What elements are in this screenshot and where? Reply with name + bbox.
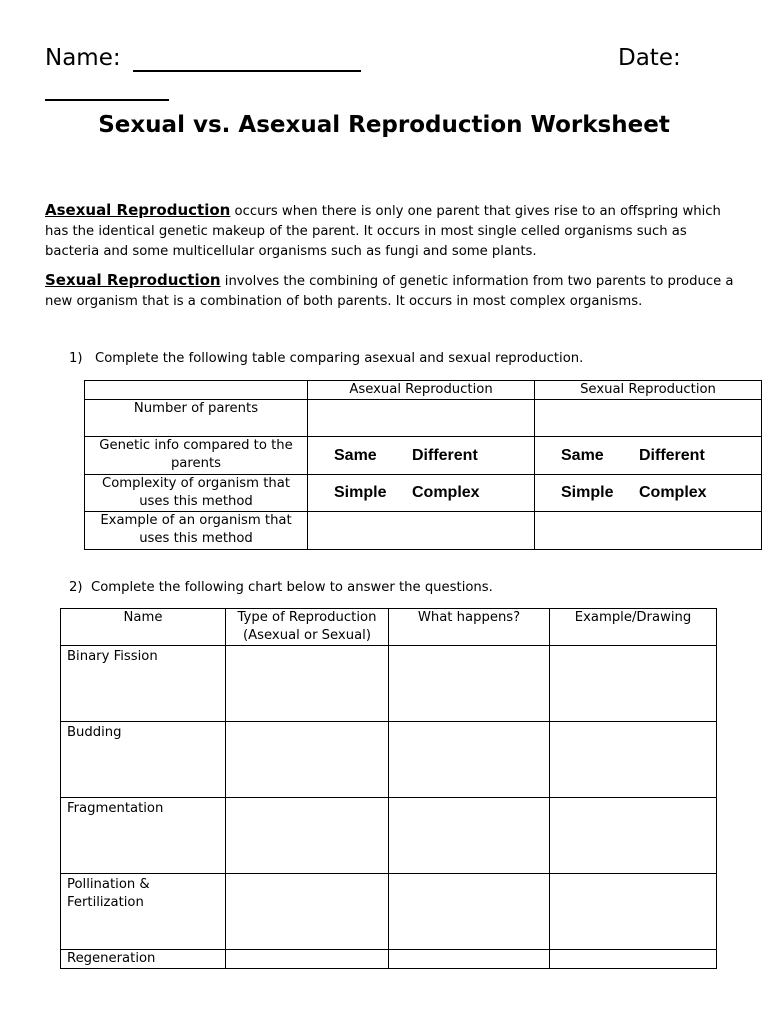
method-name: Fragmentation xyxy=(61,798,226,874)
question-2-text: Complete the following chart below to answer the questions. xyxy=(91,580,493,595)
option-simple[interactable]: Simple xyxy=(334,484,387,501)
row-label: Example of an organism that uses this method xyxy=(85,512,308,550)
table-row xyxy=(85,437,762,475)
answer-cell[interactable] xyxy=(550,646,717,722)
answer-cell[interactable] xyxy=(308,475,535,512)
header-what-happens: What happens? xyxy=(389,609,550,646)
header-name: Name xyxy=(61,609,226,646)
header-asexual: Asexual Reproduction xyxy=(308,381,535,400)
reproduction-chart xyxy=(60,608,717,969)
header-type: Type of Reproduction (Asexual or Sexual) xyxy=(226,609,389,646)
sexual-term: Sexual Reproduction xyxy=(45,271,221,289)
name-label: Name: xyxy=(45,45,121,71)
option-complex[interactable]: Complex xyxy=(412,484,480,501)
method-name: Binary Fission xyxy=(61,646,226,722)
option-different[interactable]: Different xyxy=(412,446,478,464)
question-1-text: Complete the following table comparing asexual and sexual reproduction. xyxy=(95,351,584,366)
answer-cell[interactable] xyxy=(550,798,717,874)
comparison-table xyxy=(84,380,762,550)
answer-cell[interactable] xyxy=(389,722,550,798)
answer-cell[interactable] xyxy=(535,400,762,437)
asexual-definition: occurs when there is only one parent that gives rise to an offspring which has the identical genetic makeup of the parent. It occurs in most single celled organisms such as bacteria and some multicellular organisms such as fungi and some plants. xyxy=(45,204,721,259)
answer-cell[interactable] xyxy=(308,512,535,550)
table-row xyxy=(85,475,762,512)
header-sexual: Sexual Reproduction xyxy=(535,381,762,400)
option-simple[interactable]: Simple xyxy=(561,484,614,501)
answer-cell[interactable] xyxy=(550,874,717,950)
sexual-definition: involves the combining of genetic information from two parents to produce a new organism that is a combination of both parents. It occurs in most complex organisms. xyxy=(45,274,734,309)
question-1-number: 1) xyxy=(69,351,83,366)
option-same[interactable]: Same xyxy=(334,446,377,464)
answer-cell[interactable] xyxy=(535,475,762,512)
method-name: Pollination & Fertilization xyxy=(61,874,226,950)
asexual-paragraph xyxy=(45,200,735,262)
date-label: Date: xyxy=(618,45,681,71)
table-row xyxy=(61,874,717,950)
answer-cell[interactable] xyxy=(389,798,550,874)
row-label: Number of parents xyxy=(85,400,308,437)
answer-cell[interactable] xyxy=(550,950,717,969)
date-blank[interactable] xyxy=(45,99,169,101)
table-row xyxy=(85,512,762,550)
asexual-term: Asexual Reproduction xyxy=(45,201,231,219)
name-blank[interactable] xyxy=(133,70,361,72)
answer-cell[interactable] xyxy=(389,646,550,722)
answer-cell[interactable] xyxy=(308,437,535,475)
answer-cell[interactable] xyxy=(535,512,762,550)
table-row xyxy=(61,722,717,798)
table-row xyxy=(61,798,717,874)
sexual-paragraph xyxy=(45,270,735,312)
table-header-row xyxy=(85,381,762,400)
answer-cell[interactable] xyxy=(226,646,389,722)
answer-cell[interactable] xyxy=(226,722,389,798)
method-name: Regeneration xyxy=(61,950,226,969)
table-row xyxy=(85,400,762,437)
answer-cell[interactable] xyxy=(226,950,389,969)
table-row xyxy=(61,950,717,969)
chart-header-row xyxy=(61,609,717,646)
answer-cell[interactable] xyxy=(389,874,550,950)
question-2-number: 2) xyxy=(69,580,83,595)
header-example: Example/Drawing xyxy=(550,609,717,646)
answer-cell[interactable] xyxy=(550,722,717,798)
answer-cell[interactable] xyxy=(226,798,389,874)
row-label: Complexity of organism that uses this method xyxy=(85,475,308,512)
answer-cell[interactable] xyxy=(535,437,762,475)
answer-cell[interactable] xyxy=(389,950,550,969)
option-different[interactable]: Different xyxy=(639,446,705,464)
table-row xyxy=(61,646,717,722)
worksheet-title: Sexual vs. Asexual Reproduction Worksheet xyxy=(98,112,670,138)
method-name: Budding xyxy=(61,722,226,798)
header-blank-cell xyxy=(85,381,308,400)
option-same[interactable]: Same xyxy=(561,446,604,464)
row-label: Genetic info compared to the parents xyxy=(85,437,308,475)
answer-cell[interactable] xyxy=(308,400,535,437)
option-complex[interactable]: Complex xyxy=(639,484,707,501)
answer-cell[interactable] xyxy=(226,874,389,950)
